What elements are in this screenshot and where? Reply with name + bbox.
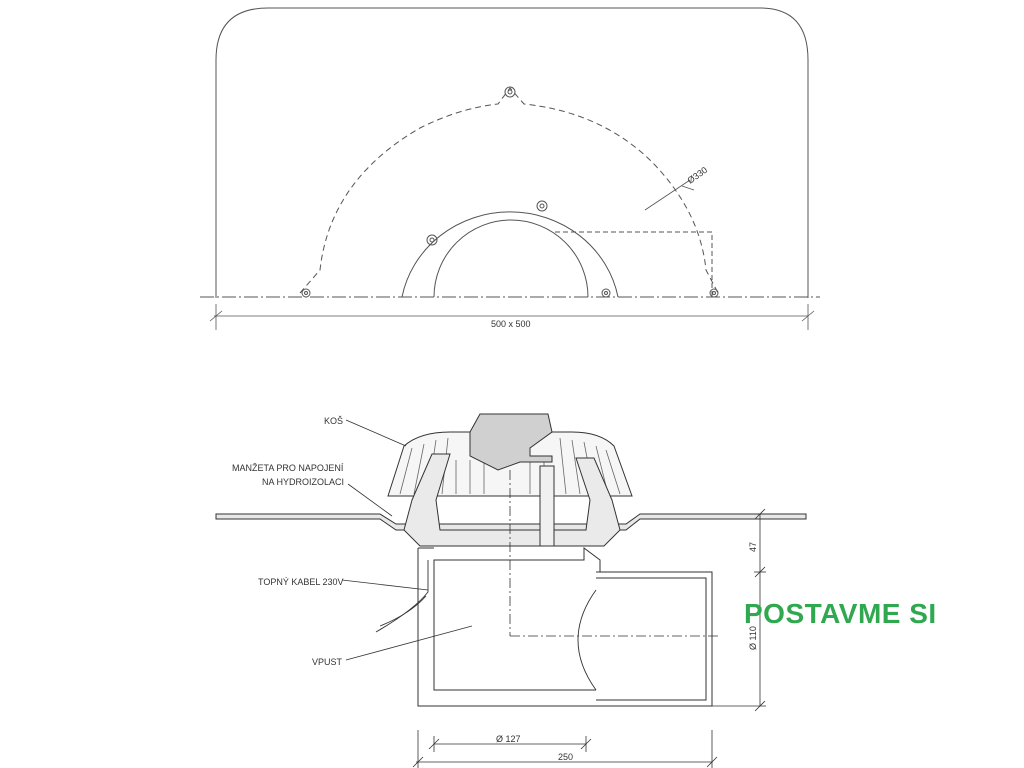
watermark-text: POSTAVME SI <box>744 598 937 629</box>
bolt-icon <box>710 289 718 297</box>
outlet-pipe <box>596 572 712 706</box>
label-manzeta-line1: MANŽETA PRO NAPOJENÍ <box>232 463 344 473</box>
top-view-outline <box>216 8 808 298</box>
dim-label-47: 47 <box>748 541 758 552</box>
heating-cable <box>376 560 428 632</box>
watermark-logo <box>744 598 937 630</box>
dim-label-d127: Ø 127 <box>496 734 521 744</box>
label-topny-kabel: TOPNÝ KABEL 230V <box>258 577 344 587</box>
bolt-icon <box>537 201 547 211</box>
diameter-330-label: Ø330 <box>685 164 710 186</box>
outlet-ring <box>402 212 618 297</box>
top-view <box>200 8 820 330</box>
membrane <box>216 514 806 530</box>
label-vpust: VPUST <box>312 657 343 667</box>
bolt-icon <box>302 289 310 297</box>
pipe-outline-dashed <box>555 232 712 296</box>
label-kos: KOŠ <box>324 416 344 426</box>
dim-label-d110: Ø 110 <box>748 626 758 650</box>
flange-outline-dashed <box>300 88 718 293</box>
bolt-icon <box>602 289 610 297</box>
dim-label-250: 250 <box>558 752 574 762</box>
label-manzeta-line2: NA HYDROIZOLACI <box>262 477 345 487</box>
top-view-size-label: 500 x 500 <box>491 319 531 329</box>
